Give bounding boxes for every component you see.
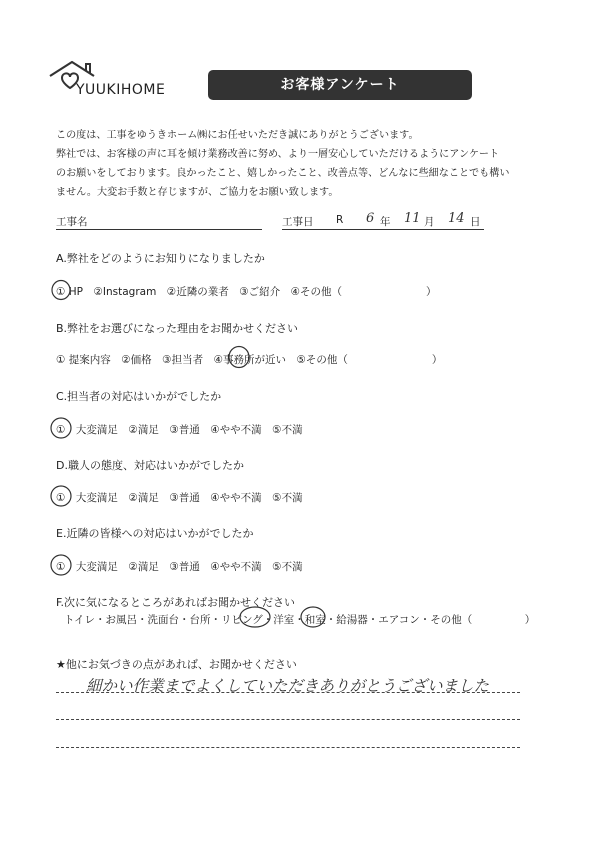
question-f-options[interactable]: トイレ・お風呂・洗面台・台所・リビング・洋室・和室・給湯器・エアコン・その他（ ） xyxy=(64,614,536,626)
month-unit: 月 xyxy=(424,216,435,228)
selection-circle-icon xyxy=(48,552,74,578)
selection-circle-icon xyxy=(238,603,272,631)
era-label: R xyxy=(336,214,344,226)
question-b-options[interactable]: ① 提案内容 ②価格 ③担当者 ④事務所が近い ⑤その他（ ） xyxy=(56,354,443,366)
question-e-options[interactable]: ① 大変満足 ②満足 ③普通 ④やや不満 ⑤不満 xyxy=(56,561,303,573)
selection-circle-icon xyxy=(49,278,73,302)
question-d-options[interactable]: ① 大変満足 ②満足 ③普通 ④やや不満 ⑤不満 xyxy=(56,492,303,504)
question-d: D.職人の態度、対応はいかがでしたか xyxy=(56,459,244,472)
intro-line: ません。大変お手数と存じますが、ご協力をお願い致します。 xyxy=(56,187,339,198)
intro-line: この度は、工事をゆうきホーム㈱にお任せいただき誠にありがとうございます。 xyxy=(56,130,419,141)
project-name-label: 工事名 xyxy=(56,216,88,228)
intro-line: のお願いをしております。良かったこと、嬉しかったこと、改善点等、どんなに些細なことでも構い xyxy=(56,168,510,179)
selection-circle-icon xyxy=(48,483,74,509)
survey-title: お客様アンケート xyxy=(208,70,472,100)
year-value: 6 xyxy=(366,211,375,226)
year-unit: 年 xyxy=(380,216,391,228)
month-value: 11 xyxy=(404,211,421,226)
intro-text xyxy=(56,126,546,202)
question-a-options[interactable]: ① HP ②Instagram ②近隣の業者 ③ご紹介 ④その他（ ） xyxy=(56,286,437,298)
question-c: C.担当者の対応はいかがでしたか xyxy=(56,390,222,403)
intro-line: 弊社では、お客様の声に耳を傾け業務改善に努め、より一層安心していただけるようにアンケート xyxy=(56,149,500,160)
brand-name: YUUKIHOME xyxy=(76,82,166,98)
comment-line[interactable] xyxy=(56,747,520,748)
question-c-options[interactable]: ① 大変満足 ②満足 ③普通 ④やや不満 ⑤不満 xyxy=(56,424,303,436)
comments-answer: 細かい作業までよくしていただきありがとうございました xyxy=(86,677,490,695)
comment-line[interactable] xyxy=(56,719,520,720)
question-e: E.近隣の皆様への対応はいかがでしたか xyxy=(56,527,254,540)
comment-line[interactable] xyxy=(56,692,520,693)
project-date-field[interactable] xyxy=(282,229,484,230)
project-date-label: 工事日 xyxy=(282,216,314,228)
question-a: A.弊社をどのようにお知りになりましたか xyxy=(56,252,265,265)
selection-circle-icon xyxy=(298,603,328,631)
comments-prompt: ★他にお気づきの点があれば、お聞かせください xyxy=(56,658,297,671)
question-f: F.次に気になるところがあればお聞かせください xyxy=(56,596,296,609)
question-b: B.弊社をお選びになった理由をお聞かせください xyxy=(56,322,299,335)
project-name-field[interactable] xyxy=(56,229,262,230)
selection-circle-icon xyxy=(226,344,252,370)
selection-circle-icon xyxy=(48,415,74,441)
day-unit: 日 xyxy=(470,216,481,228)
day-value: 14 xyxy=(448,211,465,226)
